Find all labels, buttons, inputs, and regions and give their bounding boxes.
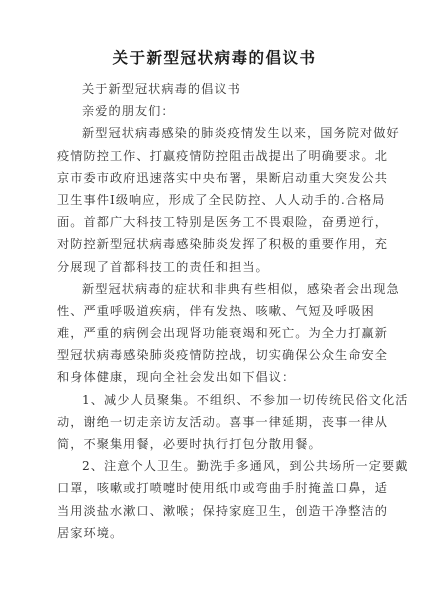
paragraph-line: 2、注意个人卫生。勤洗手多通风，到公共场所一定要戴 bbox=[82, 459, 409, 474]
document-title: 关于新型冠状病毒的倡议书 bbox=[112, 49, 317, 67]
paragraph-line: 分展现了首都科技工的责任和担当。 bbox=[57, 259, 269, 274]
paragraph-3 bbox=[57, 389, 409, 456]
paragraph-line: 1、减少人员聚集。不组织、不参加一切传统民俗文化活 bbox=[82, 392, 409, 407]
paragraph-4 bbox=[57, 455, 409, 544]
paragraph-1 bbox=[57, 122, 400, 277]
paragraph-line: 当用淡盐水漱口、漱喉；保持家庭卫生，创造干净整洁的 bbox=[57, 503, 388, 518]
paragraph-line: 卫生事件Ⅰ级响应，形成了全民防控、人人动手的.合格局 bbox=[57, 192, 386, 207]
paragraph-line: 新型冠状病毒的症状和非典有些相似，感染者会出现急 bbox=[82, 281, 400, 296]
paragraph-line: 京市委市政府迅速落实中央布署，果断启动重大突发公共 bbox=[57, 170, 388, 185]
paragraph-line: 面。首都广大科技工特别是医务工不畏艰险，奋勇逆行， bbox=[57, 215, 388, 230]
paragraph-line: 和身体健康，现向全社会发出如下倡议： bbox=[57, 370, 296, 385]
paragraph-line: 型冠状病毒感染肺炎疫情防控战，切实确保公众生命安全 bbox=[57, 348, 388, 363]
paragraph-line: 对防控新型冠状病毒感染肺炎发挥了积极的重要作用，充 bbox=[57, 237, 388, 252]
paragraph-line: 居家环境。 bbox=[57, 525, 124, 540]
paragraph-line: 动，谢绝一切走亲访友活动。喜事一律延期，丧事一律从 bbox=[57, 414, 388, 429]
paragraph-line: 性、严重呼吸道疾病，伴有发热、咳嗽、气短及呼吸困 bbox=[57, 303, 375, 318]
document-subtitle: 关于新型冠状病毒的倡议书 bbox=[82, 82, 241, 96]
paragraph-line: 新型冠状病毒感染的肺炎疫情发生以来，国务院对做好 bbox=[82, 126, 400, 141]
paragraph-2 bbox=[57, 278, 400, 389]
paragraph-line: 简，不聚集用餐，必要时执行打包分散用餐。 bbox=[57, 437, 322, 451]
paragraph-line: 疫情防控工作、打赢疫情防控阻击战提出了明确要求。北 bbox=[57, 148, 388, 163]
paragraph-line: 口罩，咳嗽或打喷嚏时使用纸巾或弯曲手肘掩盖口鼻，适 bbox=[57, 481, 388, 496]
paragraph-line: 难，严重的病例会出现肾功能衰竭和死亡。为全力打赢新 bbox=[57, 326, 388, 341]
greeting: 亲爱的朋友们： bbox=[82, 104, 175, 119]
